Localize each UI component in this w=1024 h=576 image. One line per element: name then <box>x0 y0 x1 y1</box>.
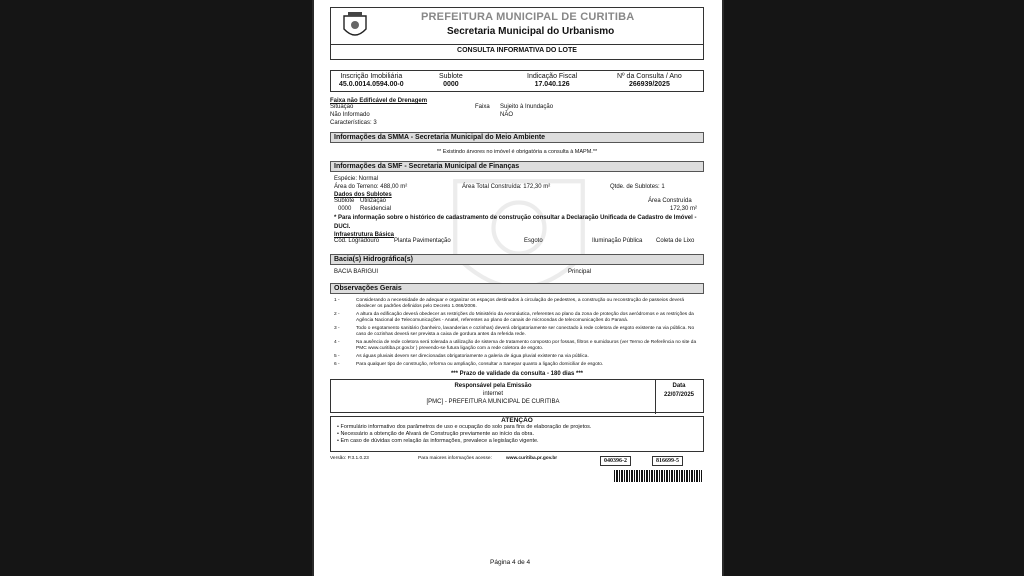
row-sublote: 0000 <box>338 206 352 212</box>
smf-bar: Informações da SMF - Secretaria Municipal de Finanças <box>330 161 704 172</box>
bacia-name: BACIA BARIGUI <box>334 269 379 275</box>
data-label: Data <box>672 383 686 389</box>
duci-note: * Para informação sobre o histórico de cadastramento de construção consultar a Declaração Unificada de Cadastro de Imóvel - DUCI. <box>334 215 697 230</box>
attention-title: ATENÇÃO <box>501 417 533 424</box>
infra-heading: Infraestrutura Básica <box>334 232 395 238</box>
document-footer <box>330 456 704 470</box>
header-title: PREFEITURA MUNICIPAL DE CURITIBA <box>421 11 635 23</box>
sublote-label: Sublote <box>439 73 463 80</box>
obs-item: 5 - As águas pluviais devem ser direcionadas obrigatoriamente a galeria de água pluvial existente na via pública. <box>334 354 589 359</box>
row-area: 172,30 m² <box>670 206 698 212</box>
sujeito-label: Sujeito à Inundação <box>500 104 554 110</box>
page-number: Página 4 de 4 <box>490 559 531 566</box>
infra-esgoto: Esgoto <box>524 238 543 244</box>
validity-note: *** Prazo de validade da consulta - 180 dias *** <box>450 371 584 377</box>
document-page <box>314 0 722 576</box>
col-sublote: Sublote <box>334 198 355 204</box>
document-title: CONSULTA INFORMATIVA DO LOTE <box>330 44 704 60</box>
header-subtitle: Secretaria Municipal do Urbanismo <box>447 26 615 37</box>
area-terreno: Área do Terreno: 488,00 m² <box>334 184 408 190</box>
col-area: Área Construída <box>648 198 692 204</box>
sublote-value: 0000 <box>443 81 459 88</box>
obs-item: 4 - Na ausência de rede coletora será tolerada a utilização de sistema de tratamento composto por fossas, filtros e sumidouros (ver Termo de Referência no site da PMC www.curitiba.pr.gov.br ) prevendo-se futura ligação com a rede coletora de esgoto. <box>334 340 697 351</box>
obs-list <box>330 298 704 368</box>
data-value: 22/07/2025 <box>663 392 695 398</box>
infra-pav: Planta Pavimentação <box>394 238 451 244</box>
faixa-section <box>330 98 704 128</box>
col-utilizacao: Utilização <box>360 198 387 204</box>
situacao-value: Não Informado <box>330 112 370 118</box>
obs-item: 2 - A altura da edificação deverá obedecer as restrições do Ministério da Aeronáutica, referentes ao plano da zona de proteção dos aeródromos e as restrições da Agência Nacional de Telecomunicações - Anatel, referentes ao plano de canais de microondas de telecomunicações do Paraná. <box>334 312 694 323</box>
smma-bar: Informações da SMMA - Secretaria Municipal do Meio Ambiente <box>330 132 704 143</box>
area-construida-total: Área Total Construída: 172,30 m² <box>462 184 551 190</box>
obs-item: 3 - Todo o esgotamento sanitário (banheiro, lavanderias e cozinhas) deverá obrigatoriamente ser conectado à rede coletora de esgoto existente na via pública. No caso de cozinhas deverá ser prevista a caixa de gordura antes da referida rede. <box>334 326 695 337</box>
smma-note: ** Existindo árvores no imóvel é obrigatória a consulta à MAPM.** <box>436 149 598 155</box>
indicacao-label: Indicação Fiscal <box>527 73 578 80</box>
attention-box <box>330 416 704 452</box>
faixa-label: Faixa <box>475 104 490 110</box>
responsible-box <box>330 379 704 413</box>
situacao-label: Situação <box>330 104 354 110</box>
obs-bar: Observações Gerais <box>330 283 704 294</box>
bacia-bar: Bacia(s) Hidrográfica(s) <box>330 254 704 265</box>
dados-sublotes-heading: Dados dos Sublotes <box>334 192 392 198</box>
bacia-type: Principal <box>568 269 592 275</box>
resp-label: Responsável pela Emissão <box>454 383 532 389</box>
infra-lixo: Coleta de Lixo <box>656 238 695 244</box>
website-link[interactable]: www.curitiba.pr.gov.br <box>506 456 558 461</box>
document-header <box>330 7 704 44</box>
left-dark-margin <box>0 0 312 576</box>
stamp-code-1: 040396-2 <box>600 456 631 466</box>
barcode-icon <box>614 470 702 482</box>
qtde-sublotes: Qtde. de Sublotes: 1 <box>610 184 665 190</box>
sujeito-value: NÃO <box>500 112 514 118</box>
obs-item: 6 - Para qualquer tipo de construção, reforma ou ampliação, consultar a Sanepar quanto a ligação domiciliar de esgoto. <box>334 362 604 367</box>
especie: Espécie: Normal <box>334 176 379 182</box>
resp-line1: internet <box>482 391 503 397</box>
city-crest-icon <box>341 10 369 42</box>
attention-item: • Necessário a obtenção de Alvará de Construção previamente ao início da obra. <box>337 431 534 437</box>
inscricao-value: 45.0.0014.0594.00-0 <box>339 81 404 88</box>
more-info-text: Para maiores informações acesse: <box>418 456 492 461</box>
resp-line2: [PMC] - PREFEITURA MUNICIPAL DE CURITIBA <box>426 399 560 405</box>
caracteristicas: Características: 3 <box>330 120 377 126</box>
obs-item: 1 - Considerando a necessidade de adequar e organizar os espaços destinados à circulação de pedestres, a construção ou reconstrução de passeios deverá obedecer os padrões definidos pelo Decreto 1.066/2006. <box>334 298 684 309</box>
attention-item: • Em caso de dúvidas com relação às informações, prevalece a legislação vigente. <box>337 438 539 444</box>
attention-item: • Formulário informativo dos parâmetros de uso e ocupação do solo para fins de elaboração de projetos. <box>337 424 592 430</box>
inscricao-label: Inscrição Imobiliária <box>340 73 403 80</box>
infra-ilum: Iluminação Pública <box>592 238 643 244</box>
infra-cod: Cód. Logradouro <box>334 238 380 244</box>
consulta-value: 266939/2025 <box>628 81 670 88</box>
indicacao-value: 17.040.126 <box>534 81 570 88</box>
right-dark-margin <box>724 0 1024 576</box>
version-text: Versão: P.3.1.0.23 <box>330 456 369 461</box>
row-utilizacao: Residencial <box>360 206 392 212</box>
smf-section <box>330 176 704 246</box>
stamp-code-2: 816699-5 <box>652 456 683 466</box>
identification-box <box>330 70 704 92</box>
consulta-label: Nº da Consulta / Ano <box>617 73 682 80</box>
faixa-heading: Faixa não Edificável de Drenagem <box>330 98 428 104</box>
